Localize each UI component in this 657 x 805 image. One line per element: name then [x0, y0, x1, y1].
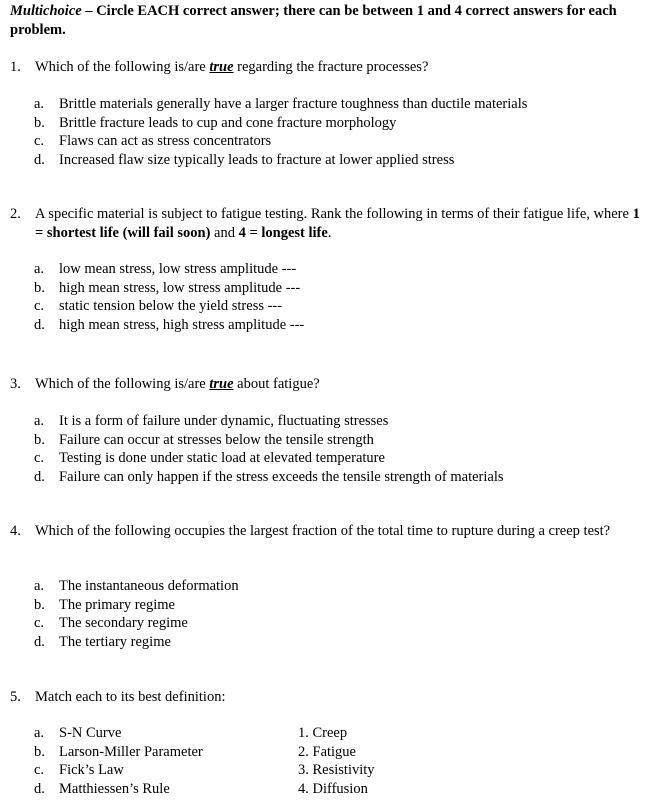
question-5 [10, 688, 650, 707]
option-a[interactable] [34, 95, 527, 114]
term-d[interactable] [34, 780, 203, 799]
option-text: The primary regime [59, 596, 175, 613]
question-4 [10, 522, 650, 541]
option-letter: d. [34, 151, 45, 168]
question-1-options [34, 95, 527, 169]
question-2-options [34, 260, 304, 334]
option-letter: d. [34, 780, 45, 797]
term-c[interactable] [34, 761, 203, 780]
question-text-part: regarding the fracture processes? [233, 59, 429, 75]
option-text: S-N Curve [59, 725, 122, 741]
option-d[interactable] [34, 151, 527, 170]
question-text: Match each to its best definition: [35, 689, 226, 705]
question-number: 4. [10, 523, 21, 539]
option-letter: c. [34, 762, 45, 778]
option-a[interactable] [34, 577, 239, 596]
option-text: high mean stress, high stress amplitude --- [59, 316, 305, 333]
option-letter: a. [34, 725, 45, 741]
option-c[interactable] [34, 297, 304, 316]
option-letter: d. [34, 468, 45, 485]
question-text-part: . [327, 225, 332, 241]
option-text: Flaws can act as stress concentrators [59, 133, 272, 149]
question-3-options [34, 412, 504, 486]
question-text [35, 58, 650, 77]
option-text: Larson-Miller Parameter [59, 743, 203, 760]
question-1 [10, 58, 650, 77]
question-2 [10, 205, 650, 243]
option-text: It is a form of failure under dynamic, fluctuating stresses [59, 413, 389, 429]
term-b[interactable] [34, 743, 203, 762]
option-text: Brittle fracture leads to cup and cone fracture morphology [59, 114, 397, 131]
question-text-part: and [210, 225, 239, 241]
option-letter: b. [34, 431, 45, 448]
question-text: Which of the following occupies the largest fraction of the total time to rupture during a creep test? [35, 523, 611, 539]
option-letter: c. [34, 450, 45, 466]
question-text [35, 205, 650, 243]
option-letter: a. [34, 578, 45, 594]
question-number: 5. [10, 689, 21, 705]
section-label: Multichoice [10, 3, 82, 19]
option-text: Failure can occur at stresses below the tensile strength [59, 431, 374, 448]
question-5-terms [34, 724, 203, 798]
question-text-part: A specific material is subject to fatigue testing. Rank the following in terms of their fatigue life, where [35, 206, 633, 222]
question-text-part: about fatigue? [233, 376, 320, 392]
header-dash: – [81, 3, 97, 19]
question-4-options [34, 577, 239, 651]
definition-1[interactable]: 1. Creep [298, 725, 348, 741]
question-text [35, 375, 650, 394]
option-text: The tertiary regime [59, 633, 171, 650]
option-text: Matthiessen’s Rule [59, 780, 170, 797]
option-a[interactable] [34, 412, 504, 431]
definition-2[interactable]: 2. Fatigue [298, 743, 356, 760]
header-instruction: Circle EACH correct answer; there can be between 1 and 4 correct answers for each problem. [10, 3, 617, 38]
definition-3[interactable]: 3. Resistivity [298, 762, 375, 778]
option-letter: a. [34, 413, 45, 429]
question-number: 1. [10, 59, 21, 75]
question-text-part: Which of the following is/are [35, 376, 210, 392]
option-b[interactable] [34, 596, 239, 615]
question-number: 2. [10, 206, 21, 222]
option-text: Testing is done under static load at elevated temperature [59, 450, 385, 466]
option-d[interactable] [34, 316, 304, 335]
option-b[interactable] [34, 279, 304, 298]
instructions-header [10, 2, 655, 40]
option-text: high mean stress, low stress amplitude --- [59, 279, 301, 296]
option-text: low mean stress, low stress amplitude --- [59, 261, 297, 277]
term-a[interactable] [34, 724, 203, 743]
question-5-definitions [298, 724, 375, 798]
option-text: Increased flaw size typically leads to fracture at lower applied stress [59, 151, 455, 168]
option-letter: c. [34, 615, 45, 631]
emphasis-true: true [209, 59, 234, 75]
option-text: Failure can only happen if the stress exceeds the tensile strength of materials [59, 468, 504, 485]
option-letter: b. [34, 279, 45, 296]
option-d[interactable] [34, 633, 239, 652]
option-text: The secondary regime [59, 615, 188, 631]
option-text: static tension below the yield stress --- [59, 298, 283, 314]
option-c[interactable] [34, 449, 504, 468]
question-number: 3. [10, 376, 21, 392]
option-letter: a. [34, 261, 45, 277]
option-c[interactable] [34, 614, 239, 633]
definition-4[interactable]: 4. Diffusion [298, 780, 368, 797]
option-letter: b. [34, 596, 45, 613]
emphasis-true: true [209, 376, 234, 392]
option-a[interactable] [34, 260, 304, 279]
option-text: Brittle materials generally have a larger fracture toughness than ductile materials [59, 96, 528, 112]
question-text-part: Which of the following is/are [35, 59, 210, 75]
option-letter: c. [34, 298, 45, 314]
rank-longest: 4 = longest life [238, 225, 328, 241]
option-letter: b. [34, 743, 45, 760]
option-b[interactable] [34, 431, 504, 450]
option-letter: a. [34, 96, 45, 112]
option-c[interactable] [34, 132, 527, 151]
option-letter: d. [34, 633, 45, 650]
option-letter: b. [34, 114, 45, 131]
rank-shortest: 1 = shortest life (will fail soon) [35, 206, 640, 241]
option-text: Fick’s Law [59, 762, 124, 778]
option-text: The instantaneous deformation [59, 578, 239, 594]
question-3 [10, 375, 650, 394]
option-b[interactable] [34, 114, 527, 133]
option-letter: c. [34, 133, 45, 149]
option-d[interactable] [34, 468, 504, 487]
option-letter: d. [34, 316, 45, 333]
